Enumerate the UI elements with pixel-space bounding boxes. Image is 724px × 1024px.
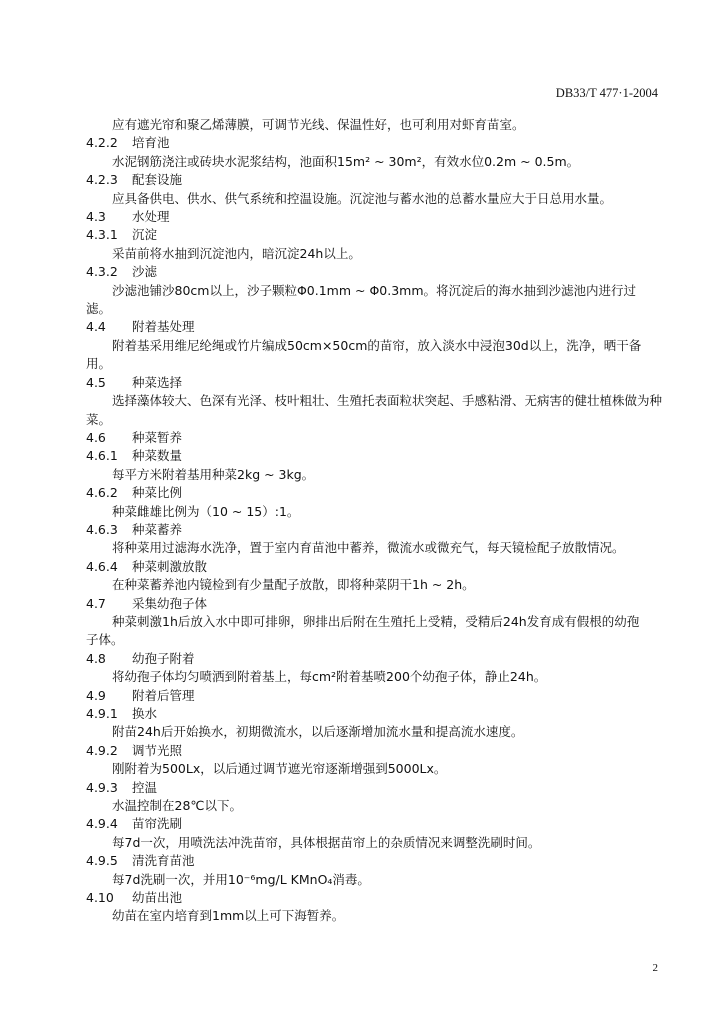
section-title: 水处理 xyxy=(132,209,170,225)
paragraph-line: 应有遮光帘和聚乙烯薄膜，可调节光线、保温性好，也可利用对虾育苗室。 xyxy=(112,117,525,132)
section-heading xyxy=(86,852,658,870)
section-title: 换水 xyxy=(132,706,158,721)
section-title: 附着后管理 xyxy=(132,687,195,703)
section-number: 4.9 xyxy=(86,687,106,703)
paragraph-line: 滤。 xyxy=(86,301,112,317)
section-number: 4.7 xyxy=(86,595,106,611)
document-body xyxy=(86,116,663,926)
section-number: 4.3 xyxy=(86,209,106,225)
section-title: 种菜比例 xyxy=(132,485,183,501)
section-heading xyxy=(86,134,658,152)
paragraph-line: 在种菜蓄养池内镜检到有少量配子放散，即将种菜阴干1h ~ 2h。 xyxy=(112,577,475,593)
section-heading xyxy=(86,742,658,760)
section-title: 幼苗出池 xyxy=(132,890,183,906)
section-title: 种菜蓄养 xyxy=(132,521,183,537)
section-title: 沉淀 xyxy=(132,227,158,243)
section-heading xyxy=(86,208,658,226)
section-heading xyxy=(86,484,658,502)
paragraph-line: 水泥钢筋浇注或砖块水泥浆结构，池面积15m² ~ 30m²，有效水位0.2m ~ 0.5m。 xyxy=(112,153,580,169)
paragraph-line: 菜。 xyxy=(86,411,112,427)
section-number: 4.6.1 xyxy=(86,448,118,464)
paragraph-line: 每7d洗刷一次，并用10⁻⁶mg/L KMnO₄消毒。 xyxy=(112,871,370,887)
section-heading xyxy=(86,318,658,336)
paragraph-line: 用。 xyxy=(86,356,112,372)
section-number: 4.10 xyxy=(86,890,114,906)
paragraph-line: 将幼孢子体均匀喷洒到附着基上，每cm²附着基喷200个幼孢子体，静止24h。 xyxy=(112,669,547,685)
paragraph-line: 选择藻体较大、色深有光泽、枝叶粗壮、生殖托表面粒状突起、手感粘滑、无病害的健壮植株做为种 xyxy=(112,393,663,409)
section-title: 种菜选择 xyxy=(132,374,183,390)
section-number: 4.2.3 xyxy=(86,172,118,188)
document-code-header: DB33/T 477·1-2004 xyxy=(555,86,658,100)
section-number: 4.6 xyxy=(86,429,106,445)
paragraph-line: 沙滤池铺沙80cm以上，沙子颗粒Φ0.1mm ~ Φ0.3mm。将沉淀后的海水抽到沙滤池内进行过 xyxy=(112,282,637,298)
section-number: 4.9.3 xyxy=(86,779,118,795)
paragraph-line: 水温控制在28℃以下。 xyxy=(112,798,242,814)
section-heading xyxy=(86,374,658,392)
paragraph-line: 附苗24h后开始换水，初期微流水，以后逐渐增加流水量和提高流水速度。 xyxy=(112,724,524,740)
paragraph-line: 应具备供电、供水、供气系统和控温设施。沉淀池与蓄水池的总蓄水量应大于日总用水量。 xyxy=(112,190,613,206)
paragraph-line: 幼苗在室内培育到1mm以上可下海暂养。 xyxy=(112,908,345,924)
section-number: 4.8 xyxy=(86,650,106,666)
section-heading xyxy=(86,705,658,723)
section-number: 4.9.4 xyxy=(86,816,118,832)
section-title: 种菜暂养 xyxy=(132,429,183,445)
section-title: 苗帘洗刷 xyxy=(132,816,183,832)
section-title: 沙滤 xyxy=(132,264,158,280)
section-number: 4.4 xyxy=(86,319,106,335)
section-number: 4.3.1 xyxy=(86,227,118,243)
section-number: 4.5 xyxy=(86,374,106,390)
section-number: 4.9.5 xyxy=(86,853,118,869)
section-number: 4.6.4 xyxy=(86,558,118,574)
paragraph-line: 种菜刺激1h后放入水中即可排卵，卵排出后附在生殖托上受精，受精后24h发育成有假根的幼孢 xyxy=(112,613,640,629)
section-number: 4.9.1 xyxy=(86,706,118,721)
paragraph-line: 每7d一次，用喷洗法冲洗苗帘，具体根据苗帘上的杂质情况来调整洗刷时间。 xyxy=(112,834,541,850)
paragraph-line: 每平方米附着基用种菜2kg ~ 3kg。 xyxy=(112,466,315,482)
section-number: 4.9.2 xyxy=(86,742,118,758)
paragraph-line: 刚附着为500Lx，以后通过调节遮光帘逐渐增强到5000Lx。 xyxy=(112,761,447,777)
section-heading xyxy=(86,558,658,576)
section-heading xyxy=(86,521,658,539)
section-title: 采集幼孢子体 xyxy=(132,595,208,611)
section-heading xyxy=(86,595,658,613)
section-title: 附着基处理 xyxy=(132,319,195,335)
section-title: 种菜数量 xyxy=(132,448,183,464)
section-title: 幼孢子附着 xyxy=(132,650,195,666)
paragraph-line: 采苗前将水抽到沉淀池内，暗沉淀24h以上。 xyxy=(112,245,361,261)
paragraph-line: 子体。 xyxy=(86,632,124,648)
section-heading xyxy=(86,263,658,281)
section-number: 4.3.2 xyxy=(86,264,118,280)
section-heading xyxy=(86,889,658,907)
section-title: 清洗育苗池 xyxy=(132,853,195,869)
section-heading xyxy=(86,687,658,705)
page-number: 2 xyxy=(652,962,658,974)
section-heading xyxy=(86,650,658,668)
section-number: 4.6.3 xyxy=(86,521,118,537)
section-title: 种菜刺激放散 xyxy=(132,558,208,574)
section-number: 4.2.2 xyxy=(86,135,118,151)
section-title: 配套设施 xyxy=(132,172,183,188)
section-title: 培育池 xyxy=(132,135,170,151)
paragraph-line: 附着基采用维尼纶绳或竹片编成50cm×50cm的苗帘，放入淡水中浸泡30d以上，洗净，晒干备 xyxy=(112,337,642,353)
section-number: 4.6.2 xyxy=(86,485,118,501)
section-heading xyxy=(86,779,658,797)
section-heading xyxy=(86,226,658,244)
paragraph-line: 种菜雌雄比例为（10 ~ 15）:1。 xyxy=(112,503,300,519)
paragraph-line: 将种菜用过滤海水洗净，置于室内育苗池中蓄养，微流水或微充气，每天镜检配子放散情况。 xyxy=(112,540,625,556)
section-title: 控温 xyxy=(132,779,158,795)
section-heading xyxy=(86,447,658,465)
section-title: 调节光照 xyxy=(132,742,183,758)
section-heading xyxy=(86,815,658,833)
section-heading xyxy=(86,171,658,189)
section-heading xyxy=(86,429,658,447)
